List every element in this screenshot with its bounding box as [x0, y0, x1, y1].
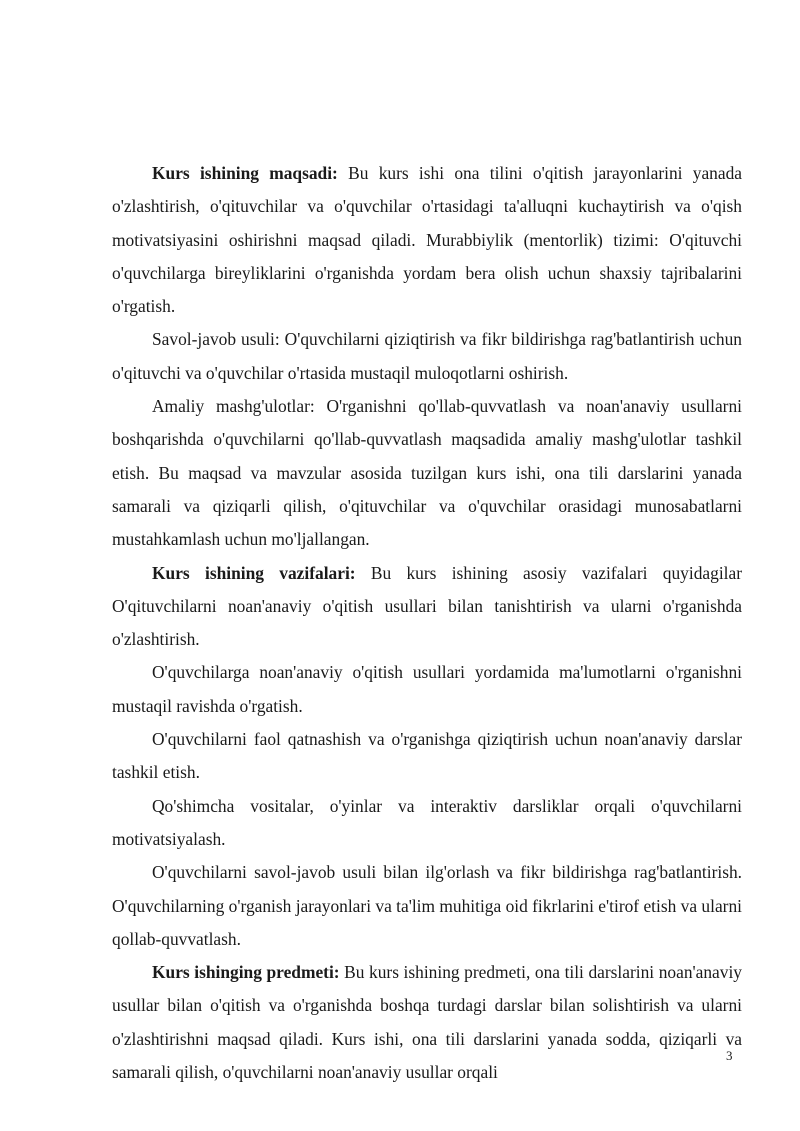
document-body — [112, 157, 742, 1089]
subject-heading: Kurs ishinging predmeti: — [152, 962, 340, 983]
goal-text: Bu kurs ishi ona tilini o'qitish jarayonlarini yanada o'zlashtirish, o'qituvchilar va o'quvchilar o'rtasidagi ta'alluqni kuchaytirish va o'qish motivatsiyasini oshirishni maqsad qiladi. Murabbiylik (mentorlik) tizimi: O'qituvchi o'quvchilarga bireyliklarini o'rganishda yordam bera olish uchun shaxsiy tajribalarini o'rgatish. — [112, 163, 743, 317]
paragraph-practical-lessons — [112, 390, 742, 556]
paragraph-tasks — [112, 557, 742, 657]
qa-method-text: Savol-javob usuli: O'quvchilarni qiziqtirish va fikr bildirishga rag'batlantirish uchun o'qituvchi va o'quvchilar o'rtasida mustaqil muloqotlarni oshirish. — [112, 329, 742, 383]
subject-text: Bu kurs ishining predmeti, ona tili darslarini noan'anaviy usullar bilan o'qitish va o'rganishda boshqa turdagi darslar bilan solishtirish va ularni o'zlashtirishni maqsad qiladi. Kurs ishi, ona tili darslarini yanada sodda, qiziqarli va samarali qilish, o'quvchilarni noan'anaviy usullar orqali — [112, 962, 742, 1083]
paragraph-task-2 — [112, 723, 742, 790]
practical-lessons-text: Amaliy mashg'ulotlar: O'rganishni qo'llab-quvvatlash va noan'anaviy usullarni boshqarishda o'quvchilarni qo'llab-quvvatlash maqsadida amaliy mashg'ulotlar tashkil etish. Bu maqsad va mavzular asosida tuzilgan kurs ishi, ona tili darslarini yanada samarali va qiziqarli qilish, o'qituvchilar va o'quvchilar orasidagi munosabatlarni mustahkamlash uchun mo'ljallangan. — [112, 396, 742, 550]
tasks-heading: Kurs ishining vazifalari: — [152, 562, 356, 583]
task-3-text: Qo'shimcha vositalar, o'yinlar va interaktiv darsliklar orqali o'quvchilarni motivatsiyalash. — [112, 795, 742, 849]
paragraph-task-4 — [112, 856, 742, 956]
task-4-text: O'quvchilarni savol-javob usuli bilan ilg'orlash va fikr bildirishga rag'batlantirish. O'quvchilarning o'rganish jarayonlari va ta'lim muhitiga oid fikrlarini e'tirof etish va ularni qollab-quvvatlash. — [112, 862, 742, 949]
paragraph-qa-method — [112, 323, 742, 390]
paragraph-task-3 — [112, 790, 742, 857]
tasks-text: Bu kurs ishining asosiy vazifalari quyidagilar O'qituvchilarni noan'anaviy o'qitish usullari bilan tanishtirish va ularni o'rganishda o'zlashtirish. — [112, 562, 742, 650]
task-2-text: O'quvchilarni faol qatnashish va o'rganishga qiziqtirish uchun noan'anaviy darslar tashkil etish. — [112, 729, 742, 783]
task-1-text: O'quvchilarga noan'anaviy o'qitish usullari yordamida ma'lumotlarni o'rganishni mustaqil ravishda o'rgatish. — [112, 662, 742, 716]
paragraph-task-1 — [112, 656, 742, 723]
goal-heading: Kurs ishining maqsadi: — [152, 163, 338, 183]
page-number: 3 — [726, 1048, 733, 1063]
paragraph-subject — [112, 956, 742, 1089]
paragraph-goal — [112, 157, 742, 323]
